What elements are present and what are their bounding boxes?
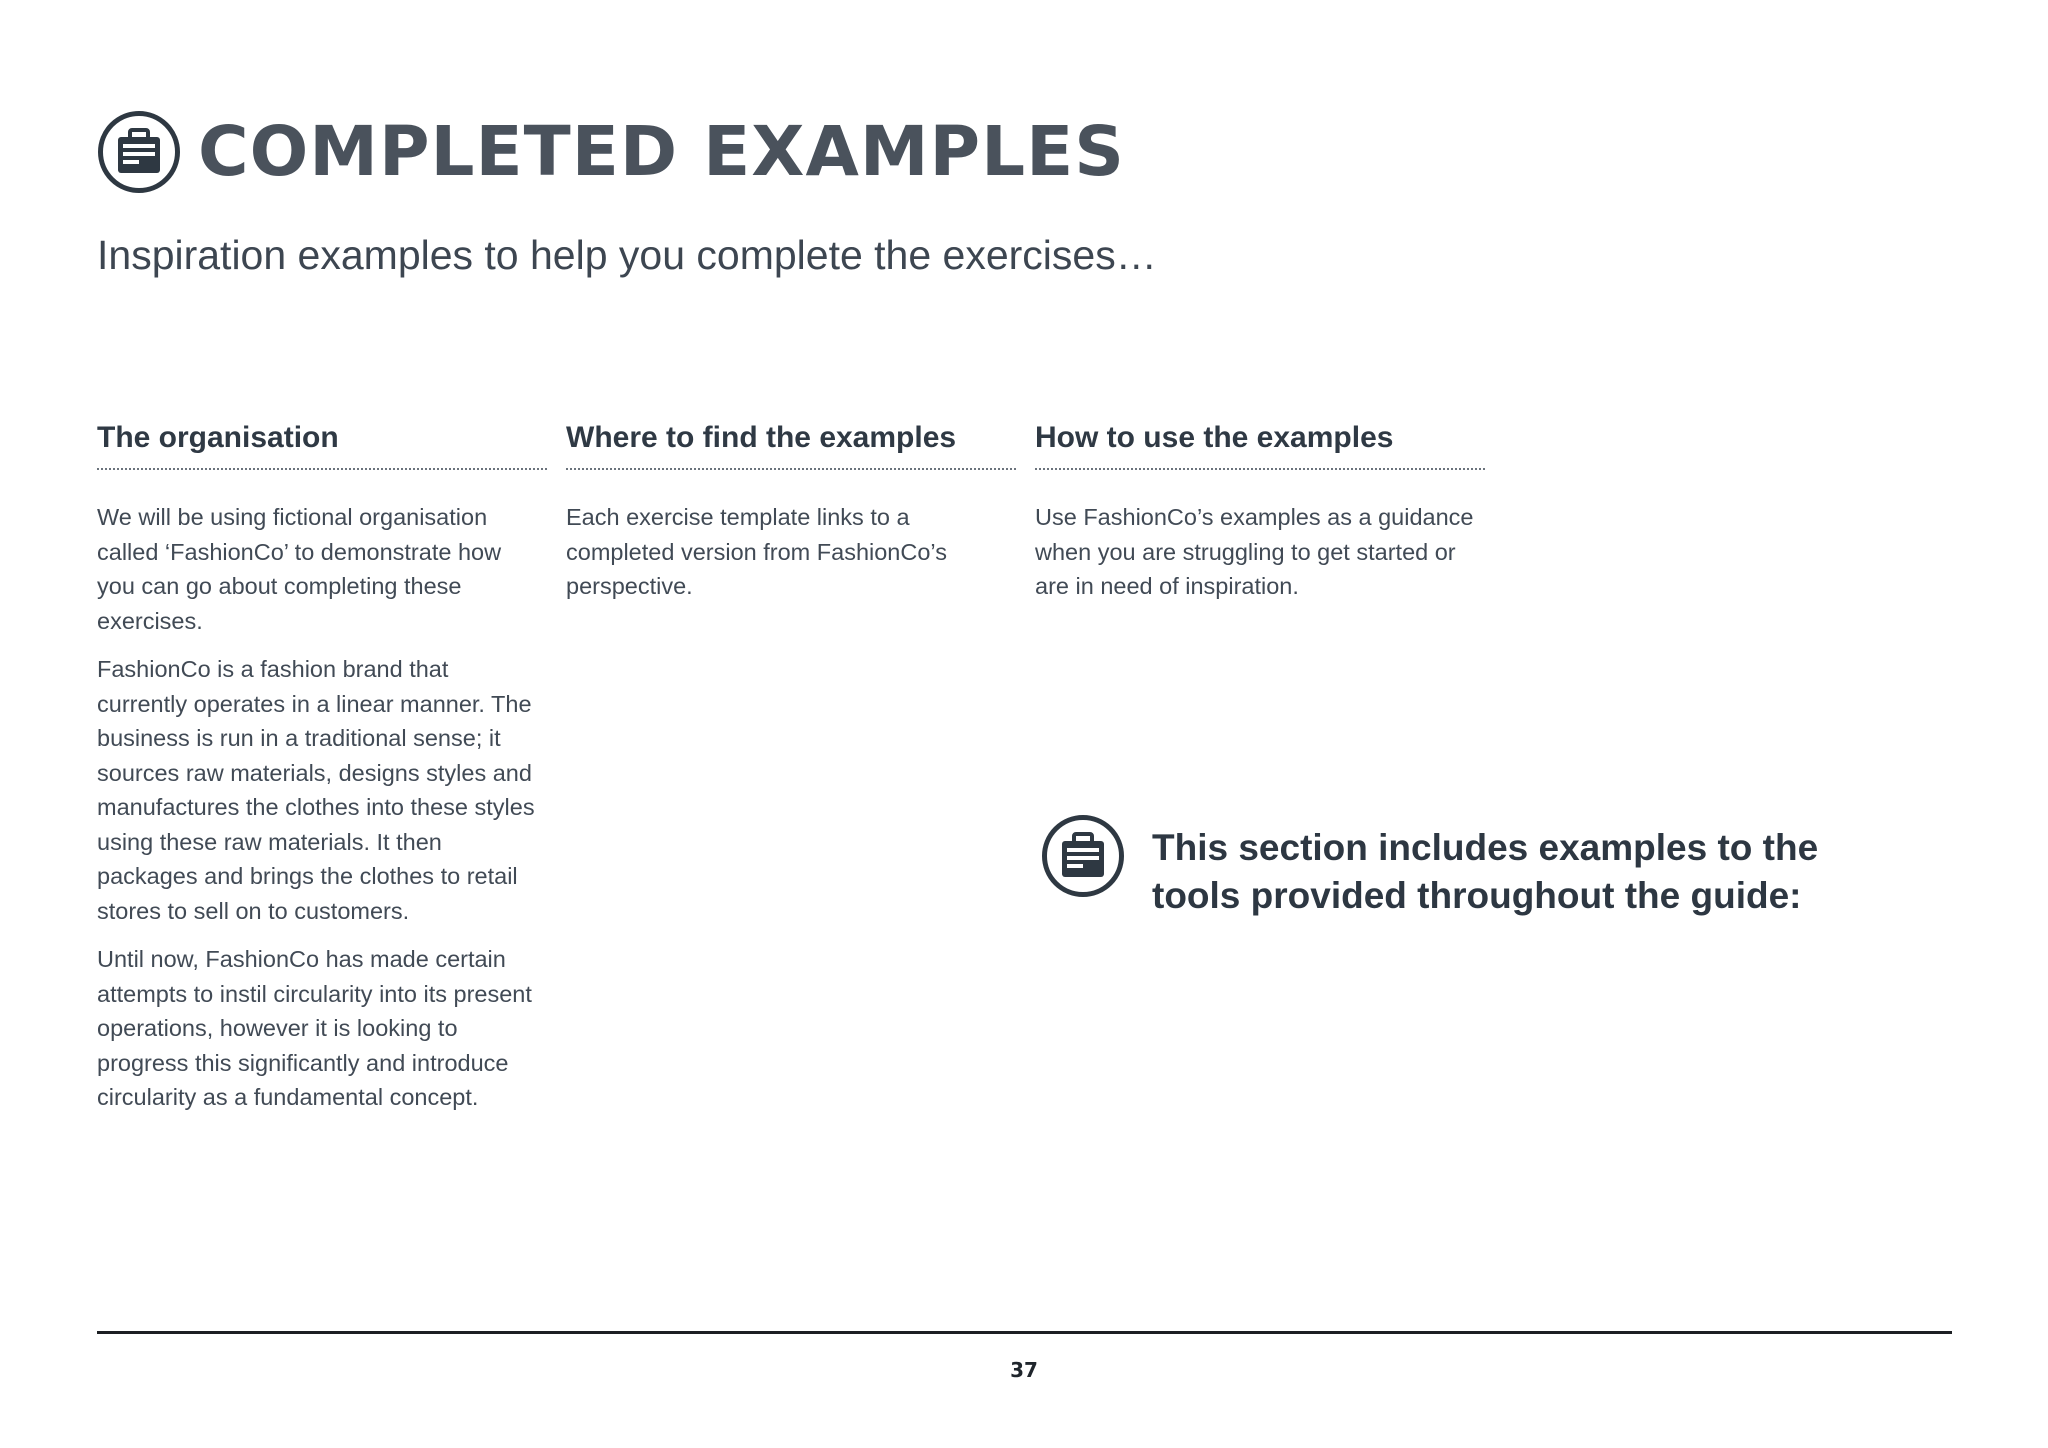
- page-title: COMPLETED EXAMPLES: [198, 112, 1125, 192]
- column-body: [566, 500, 1016, 604]
- page-number: 37: [1010, 1358, 1038, 1382]
- body-paragraph: Until now, FashionCo has made certain attempts to instil circularity into its present operations, however it is looking to progress this significantly and introduce circularity as a fundamental concept.: [97, 946, 532, 1110]
- page-subtitle: Inspiration examples to help you complete the exercises…: [97, 232, 1157, 278]
- column-heading: How to use the examples: [1035, 418, 1485, 470]
- column-body: [97, 500, 547, 1115]
- footer-divider: [97, 1331, 1952, 1334]
- briefcase-document-icon: [97, 110, 181, 194]
- body-paragraph: Use FashionCo’s examples as a guidance when you are struggling to get started or are in need of inspiration.: [1035, 504, 1474, 599]
- column-heading: Where to find the examples: [566, 418, 1016, 470]
- body-paragraph: Each exercise template links to a completed version from FashionCo’s perspective.: [566, 504, 947, 599]
- column-how-to-use: [1035, 418, 1485, 618]
- column-heading: The organisation: [97, 418, 547, 470]
- column-where-to-find: [566, 418, 1016, 618]
- callout-text: This section includes examples to the tools provided throughout the guide:: [1152, 827, 1819, 916]
- briefcase-document-icon: [1041, 814, 1125, 898]
- column-organisation: [97, 418, 547, 1129]
- body-paragraph: FashionCo is a fashion brand that currently operates in a linear manner. The business is run in a traditional sense; it sources raw materials, designs styles and manufactures the clothes into these styles using these raw materials. It then packages and brings the clothes to retail stores to sell on to customers.: [97, 656, 535, 924]
- column-body: [1035, 500, 1485, 604]
- body-paragraph: We will be using fictional organisation called ‘FashionCo’ to demonstrate how you can go about completing these exercises.: [97, 504, 502, 634]
